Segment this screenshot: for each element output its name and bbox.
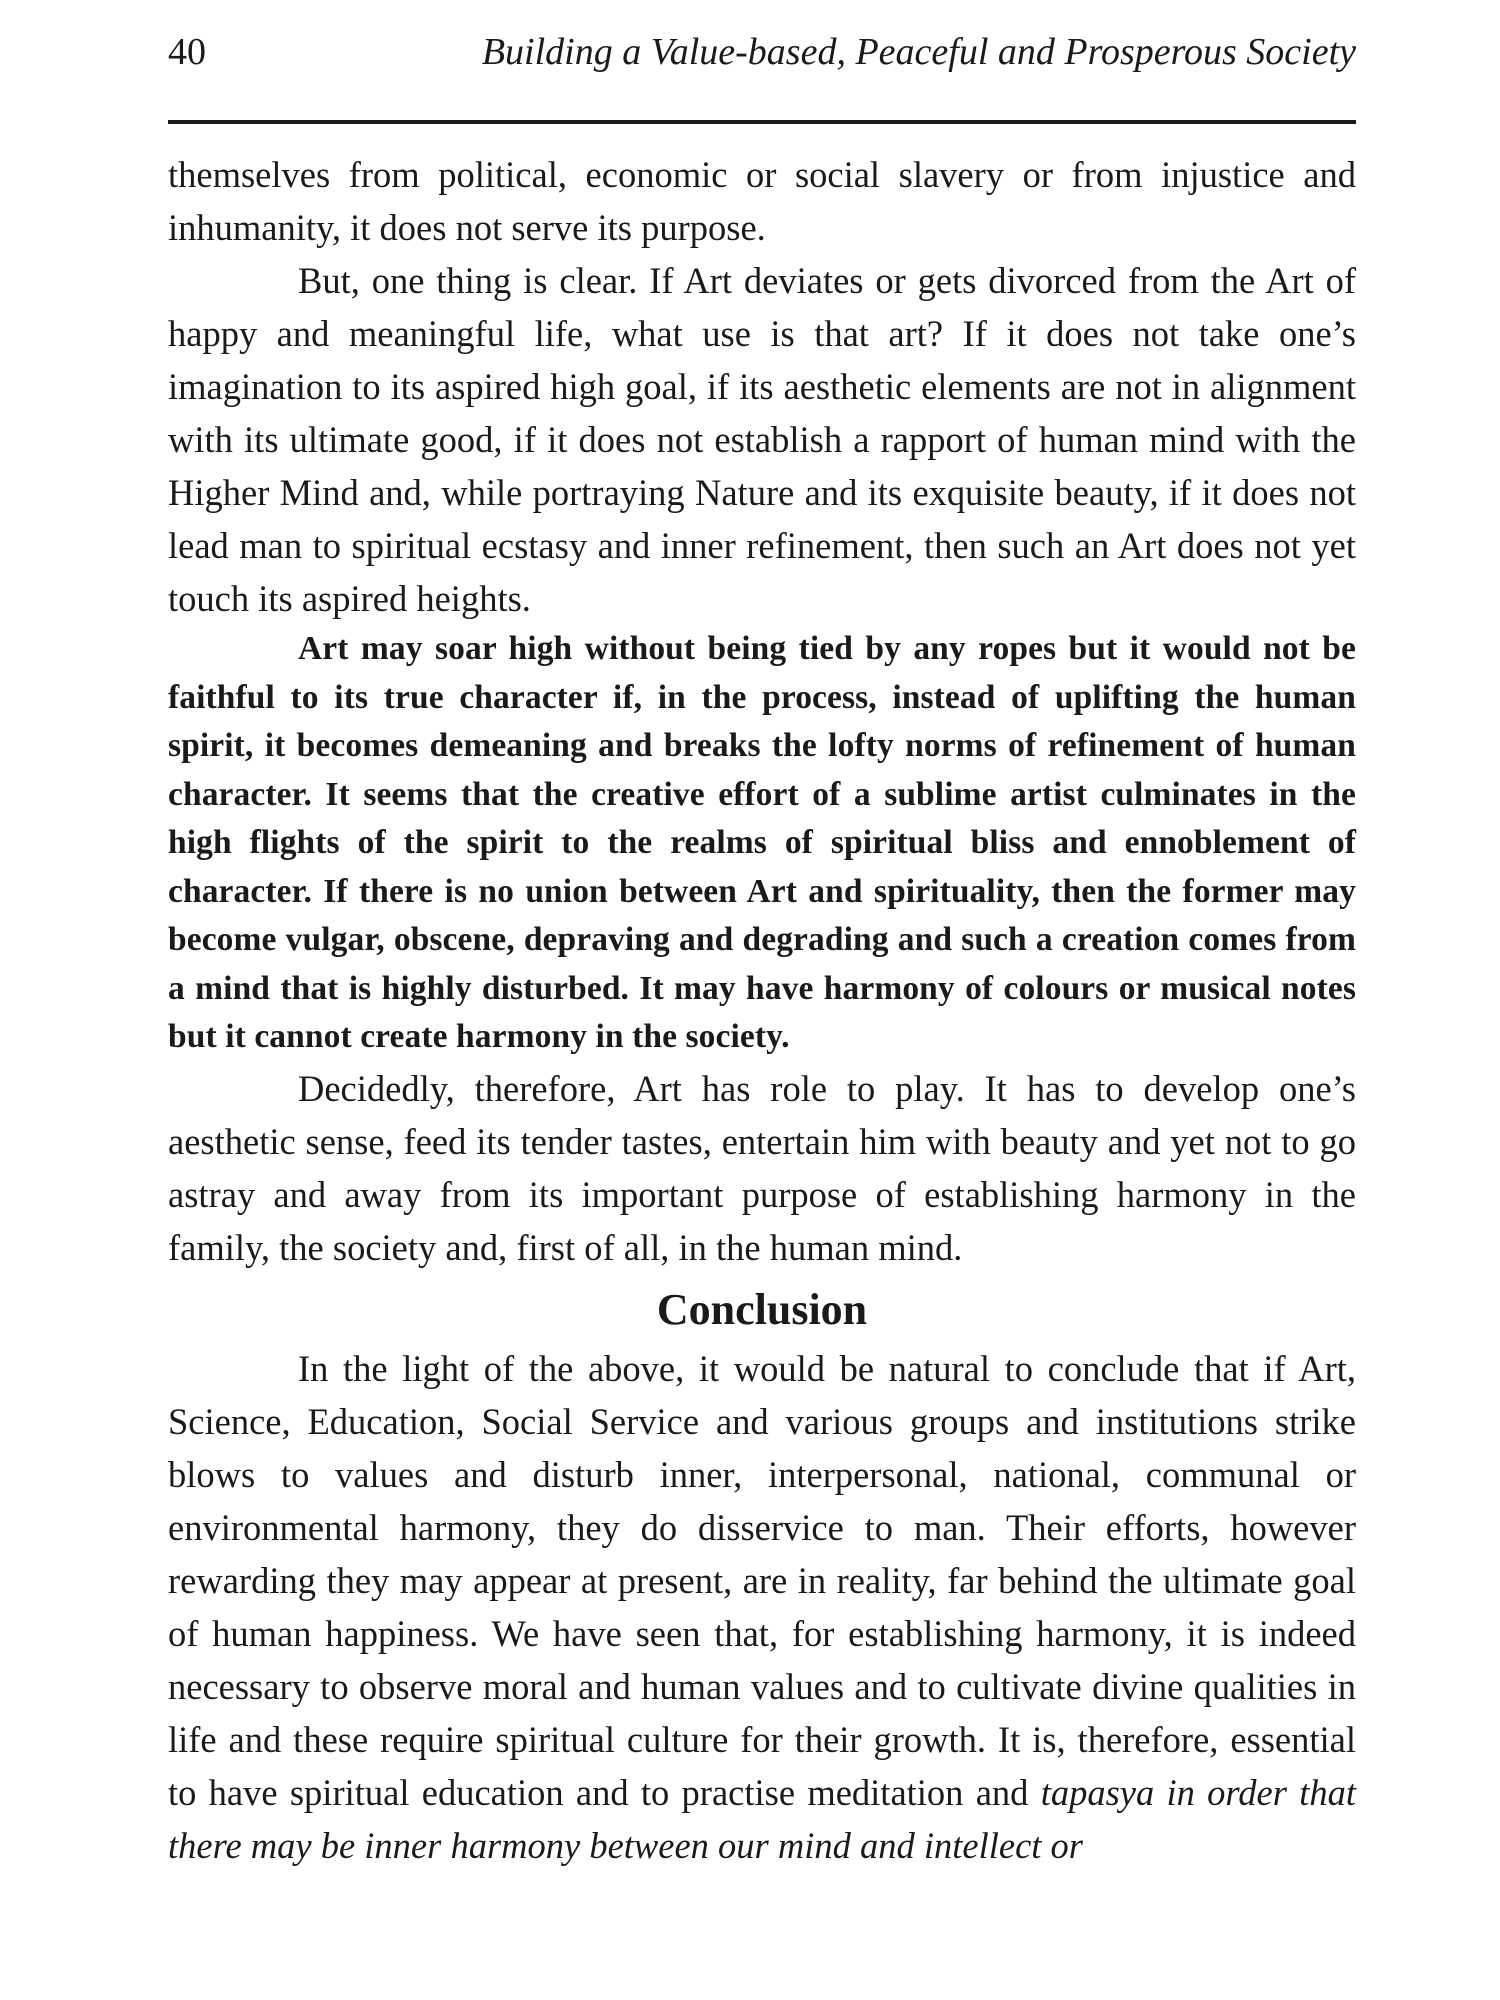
conclusion-italic-text: tapasya in order that there may be inner harmony between our mind and intellect or [168,1771,1356,1866]
paragraph-art-deviates: But, one thing is clear. If Art deviates or gets divorced from the Art of happy and meaningful life, what use is that art? If it does not take one’s imagination to its aspired high goal, if its aesthetic elements are not in alignment with its ultimate good, if it does not establish a rapport of human mind with the Higher Mind and, while portraying Nature and its exquisite beauty, if it does not lead man to spiritual ecstasy and inner refinement, then such an Art does not yet touch its aspired heights. [168,260,1356,619]
conclusion-text: In the light of the above, it would be natural to conclude that if Art, Science, Education, Social Service and various groups and institutions strike blows to values and disturb inner, interpersonal, national, communal or environmental harmony, they do disservice to man. Their efforts, however rewarding they may appear at present, are in reality, far behind the ultimate goal of human happiness. We have seen that, for establishing harmony, it is indeed necessary to observe moral and human values and to cultivate divine qualities in life and these require spiritual culture for their growth. It is, therefore, essential to have spiritual education and to practise meditation and [168,1347,1356,1813]
running-title: Building a Value-based, Peaceful and Prosperous Society [481,31,1356,73]
section-heading-conclusion: Conclusion [656,1284,868,1334]
paragraph-continuation: themselves from political, economic or social slavery or from injustice and inhumanity, it does not serve its purpose. [168,154,1356,248]
body-text [168,148,1356,1872]
header-rule [168,120,1356,124]
paragraph-art-role: Decidedly, therefore, Art has role to play. It has to develop one’s aesthetic sense, feed its tender tastes, entertain him with beauty and yet not to go astray and away from its important purpose of establishing harmony in the family, the society and, first of all, in the human mind. [168,1067,1356,1268]
paragraph-art-may-soar: Art may soar high without being tied by any ropes but it would not be faithful to its true character if, in the process, instead of uplifting the human spirit, it becomes demeaning and breaks the lofty norms of refinement of human character. It seems that the creative effort of a sublime artist culminates in the high flights of the spirit to the realms of spiritual bliss and ennoblement of character. If there is no union between Art and spirituality, then the former may become vulgar, obscene, depraving and degrading and such a creation comes from a mind that is highly disturbed. It may have harmony of colours or musical notes but it cannot create harmony in the society. [168,630,1356,1055]
running-head [168,30,1356,92]
paragraph-conclusion [168,1342,1356,1872]
page-number: 40 [168,31,206,73]
book-page [168,30,1356,1872]
